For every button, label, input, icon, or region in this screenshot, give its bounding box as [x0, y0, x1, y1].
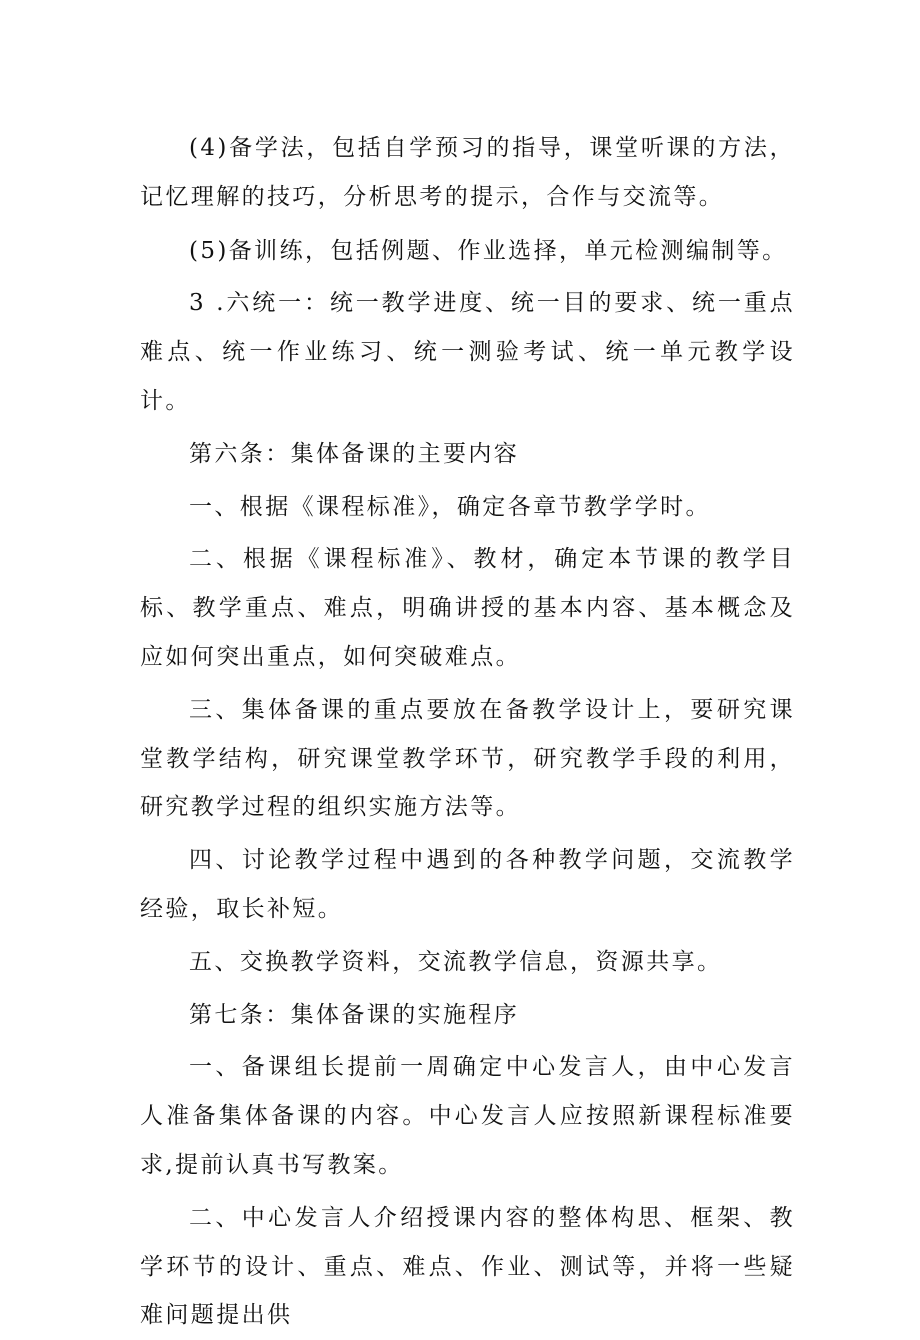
paragraph-article-seven-item-1: 一、备课组长提前一周确定中心发言人，由中心发言人准备集体备课的内容。中心发言人应按照新课程标准要求,提前认真书写教案。 [140, 1054, 795, 1178]
paragraph-training: (5)备训练，包括例题、作业选择，单元检测编制等。 [189, 237, 788, 264]
paragraph-article-six-item-1: 一、根据《课程标准》，确定各章节教学学时。 [189, 493, 711, 520]
paragraph-article-seven-item-2: 二、中心发言人介绍授课内容的整体构思、框架、教学环节的设计、重点、难点、作业、测试等，并将一些疑难问题提出供 [140, 1204, 795, 1329]
paragraph-article-six-item-4: 四、讨论教学过程中遇到的各种教学问题，交流教学经验，取长补短。 [140, 847, 795, 922]
paragraph-study-methods: (4)备学法，包括自学预习的指导，课堂听课的方法，记忆理解的技巧，分析思考的提示，合作与交流等。 [140, 135, 795, 210]
paragraph-six-unifications: 3 .六统一：统一教学进度、统一目的要求、统一重点难点、统一作业练习、统一测验考试、统一单元教学设计。 [140, 290, 795, 414]
document-body [140, 124, 795, 1340]
paragraph-article-six-item-5: 五、交换教学资料，交流教学信息，资源共享。 [189, 948, 723, 975]
paragraph-article-six-item-2: 二、根据《课程标准》、教材，确定本节课的教学目标、教学重点、难点，明确讲授的基本内容、基本概念及应如何突出重点，如何突破难点。 [140, 546, 795, 670]
heading-article-seven: 第七条：集体备课的实施程序 [189, 1001, 520, 1028]
heading-article-six: 第六条：集体备课的主要内容 [189, 440, 520, 467]
paragraph-article-six-item-3: 三、集体备课的重点要放在备教学设计上，要研究课堂教学结构，研究课堂教学环节，研究教学手段的利用，研究教学过程的组织实施方法等。 [140, 696, 795, 821]
